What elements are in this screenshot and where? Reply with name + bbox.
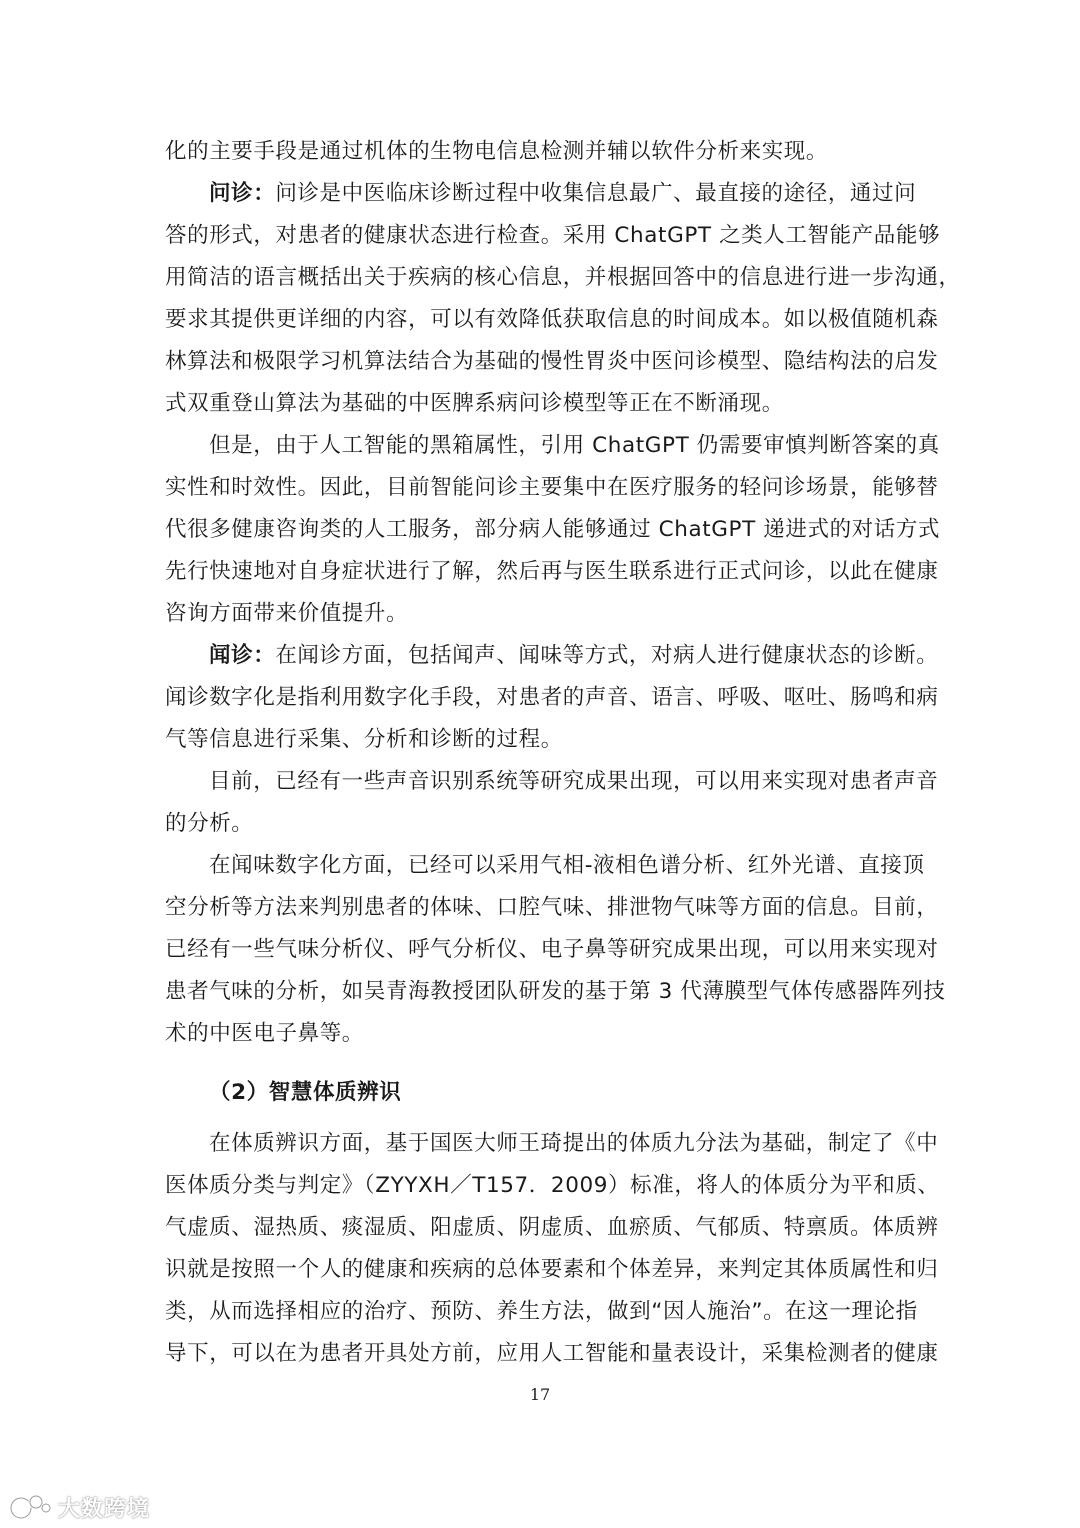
- paragraph-line: 代很多健康咨询类的人工服务，部分病人能够通过 ChatGPT 递进式的对话方式: [165, 517, 941, 542]
- paragraph-line: 要求其提供更详细的内容，可以有效降低获取信息的时间成本。如以极值随机森: [165, 307, 939, 332]
- paragraph-line: 识就是按照一个人的健康和疾病的总体要素和个体差异，来判定其体质属性和归: [165, 1257, 939, 1282]
- paragraph-line: 咨询方面带来价值提升。: [165, 601, 409, 626]
- section-2: [165, 0, 940, 1380]
- section-label-wenzhen-smell: 闻诊：: [209, 643, 276, 668]
- paragraph-line: 导下，可以在为患者开具处方前，应用人工智能和量表设计，采集检测者的健康: [165, 1341, 939, 1366]
- paragraph-line: 空分析等方法来判别患者的体味、口腔气味、排泄物气味等方面的信息。目前，: [165, 895, 939, 920]
- section-label-wenzhen: 问诊：: [209, 181, 276, 206]
- paragraph-line: 已经有一些气味分析仪、呼气分析仪、电子鼻等研究成果出现，可以用来实现对: [165, 937, 939, 962]
- paragraph-line: 术的中医电子鼻等。: [165, 1021, 364, 1046]
- paragraph-line: 用简洁的语言概括出关于疾病的核心信息，并根据回答中的信息进行进一步沟通，: [165, 265, 961, 290]
- paragraph-line: 的分析。: [165, 811, 254, 836]
- paragraph-line: 医体质分类与判定》（ZYYXH／T157．2009）标准，将人的体质分为平和质、: [165, 1173, 940, 1198]
- paragraph-line: 类，从而选择相应的治疗、预防、养生方法，做到“因人施治”。在这一理论指: [165, 1299, 918, 1324]
- paragraph-line: 但是，由于人工智能的黑箱属性，引用 ChatGPT 仍需要审慎判断答案的真: [209, 433, 940, 458]
- page-number: 17: [529, 1385, 551, 1404]
- paragraph-line: 林算法和极限学习机算法结合为基础的慢性胃炎中医问诊模型、隐结构法的启发: [165, 349, 939, 374]
- paragraph-line: 在体质辨识方面，基于国医大师王琦提出的体质九分法为基础，制定了《中: [209, 1131, 939, 1156]
- paragraph-line: 式双重登山算法为基础的中医脾系病问诊模型等正在不断涌现。: [165, 391, 784, 416]
- watermark: [8, 1490, 150, 1524]
- paragraph-line: 在闻味数字化方面，已经可以采用气相-液相色谱分析、红外光谱、直接顶: [209, 853, 925, 878]
- paragraph-line: 闻诊数字化是指利用数字化手段，对患者的声音、语言、呼吸、呕吐、肠鸣和病: [165, 685, 939, 710]
- paragraph-line: 气虚质、湿热质、痰湿质、阳虚质、阴虚质、血瘀质、气郁质、特禀质。体质辨: [165, 1215, 939, 1240]
- logo-icon: [8, 1492, 52, 1522]
- paragraph-line: 实性和时效性。因此，目前智能问诊主要集中在医疗服务的轻问诊场景，能够替: [165, 475, 939, 500]
- paragraph-line: 化的主要手段是通过机体的生物电信息检测并辅以软件分析来实现。: [165, 139, 829, 164]
- paragraph-line: 答的形式，对患者的健康状态进行检查。采用 ChatGPT 之类人工智能产品能够: [165, 223, 941, 248]
- paragraph-line: 患者气味的分析，如吴青海教授团队研发的基于第 3 代薄膜型气体传感器阵列技: [165, 979, 946, 1004]
- section-heading: （2）智慧体质辨识: [209, 1080, 402, 1105]
- paragraph-line: 目前，已经有一些声音识别系统等研究成果出现，可以用来实现对患者声音: [209, 769, 939, 794]
- paragraph-line: 闻诊：在闻诊方面，包括闻声、闻味等方式，对病人进行健康状态的诊断。: [209, 643, 939, 668]
- paragraph-line: 问诊：问诊是中医临床诊断过程中收集信息最广、最直接的途径，通过问: [209, 181, 917, 206]
- paragraph-line: 气等信息进行采集、分析和诊断的过程。: [165, 727, 563, 752]
- paragraph-line: 先行快速地对自身症状进行了解，然后再与医生联系进行正式问诊，以此在健康: [165, 559, 939, 584]
- watermark-text: 大数跨境: [58, 1496, 151, 1522]
